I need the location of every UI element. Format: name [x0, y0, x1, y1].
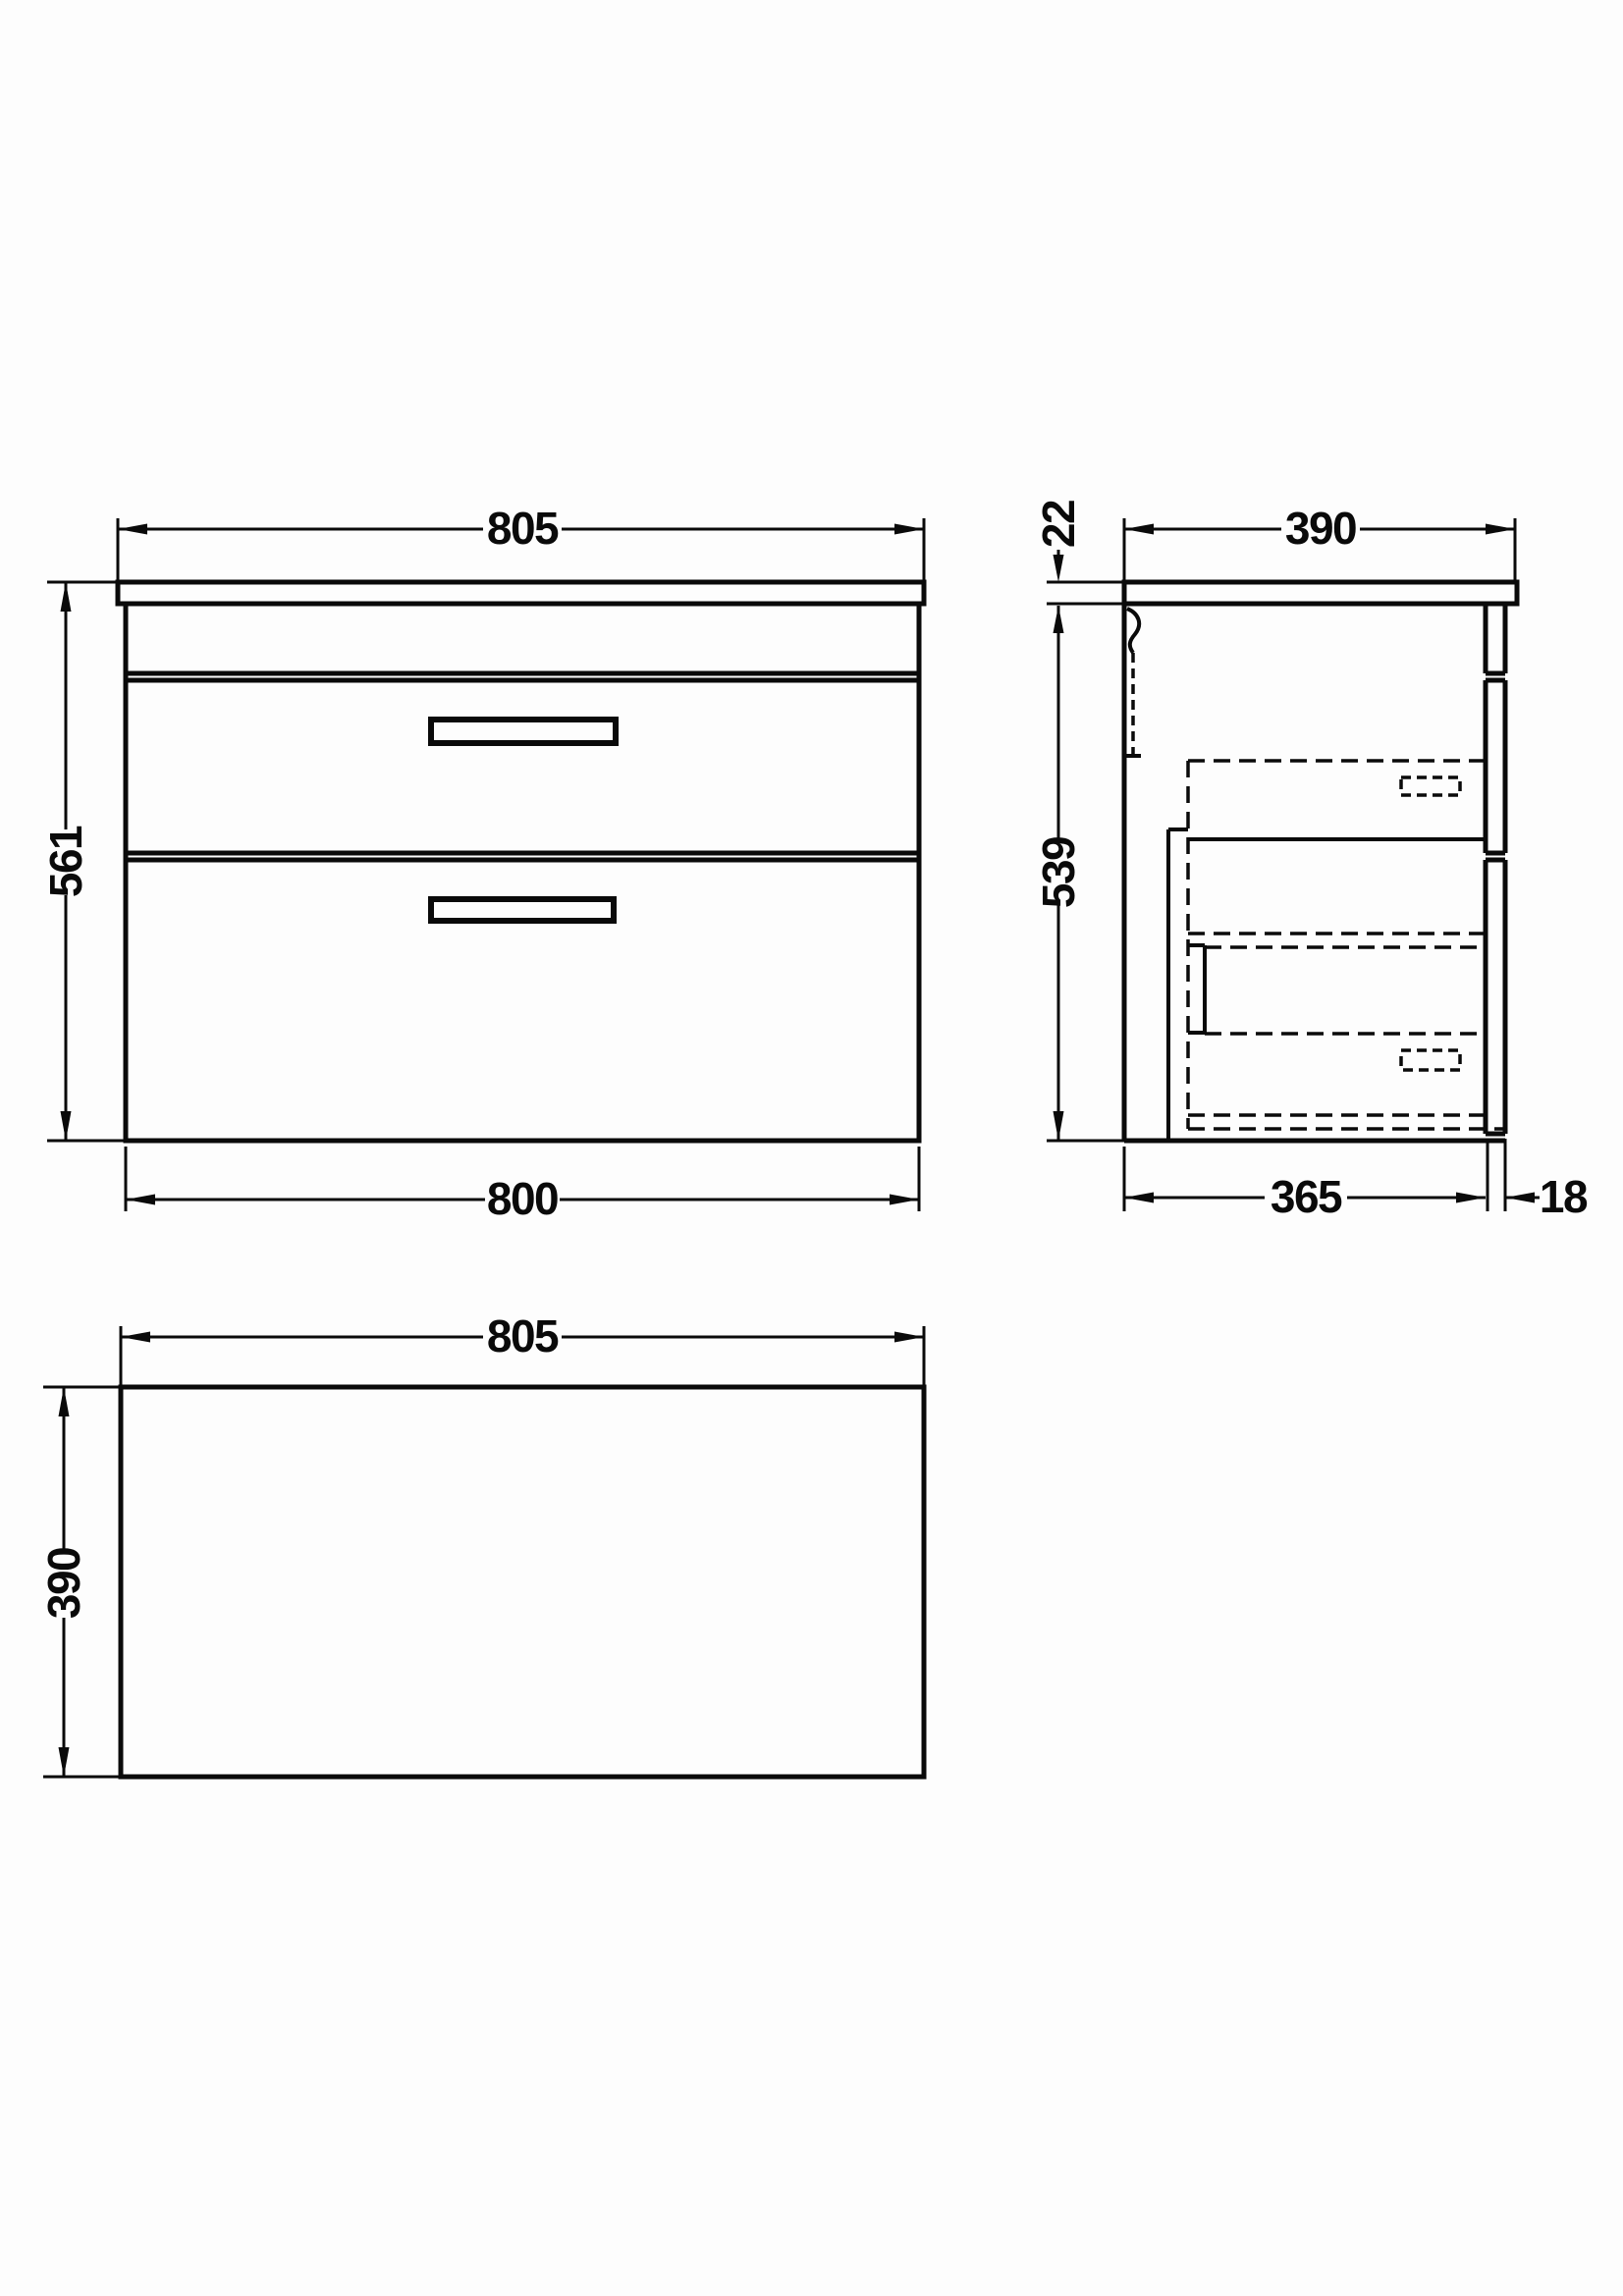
arrowhead-right [1486, 524, 1515, 535]
front-bottom-width-label: 800 [486, 1173, 559, 1224]
side-height-dimension [1033, 606, 1124, 1141]
plan-countertop-outline [121, 1387, 924, 1777]
plan-depth-label: 390 [38, 1547, 89, 1620]
front-top-width-label: 805 [486, 503, 559, 554]
plan-width-dimension [121, 1310, 924, 1385]
front-height-label: 561 [40, 826, 91, 898]
bracket-hook [1127, 609, 1139, 653]
front-drawer1-handle [431, 720, 616, 743]
side-countertop-thickness-label: 22 [1033, 500, 1084, 549]
arrowhead-right [894, 524, 924, 535]
side-depth-dimension [1124, 503, 1515, 580]
arrowhead-right [894, 1332, 924, 1343]
front-top-width-dimension [118, 503, 924, 580]
arrowhead-up [61, 582, 72, 612]
plan-width-label: 805 [486, 1310, 559, 1362]
side-front-thickness-label: 18 [1539, 1171, 1588, 1222]
arrowhead-left [121, 1332, 150, 1343]
side-internal-depth-dimension [1124, 1139, 1505, 1222]
side-depth-label: 390 [1284, 503, 1357, 554]
arrowhead-right [890, 1195, 919, 1205]
front-bottom-width-dimension [126, 1147, 919, 1224]
front-height-dimension [40, 582, 126, 1141]
side-countertop [1124, 582, 1517, 604]
arrowhead-down [1054, 1111, 1064, 1141]
arrowhead-left [118, 524, 147, 535]
drawer1-handle-hidden [1401, 777, 1460, 795]
front-drawer2-handle [431, 899, 614, 921]
side-internal-depth-label: 365 [1270, 1171, 1342, 1222]
side-height-label: 539 [1033, 836, 1084, 909]
side-view [1033, 501, 1588, 1222]
drawer2-handle-hidden [1401, 1050, 1460, 1070]
arrowhead-left [126, 1195, 155, 1205]
front-cabinet-body [126, 604, 919, 1141]
plan-depth-dimension [38, 1387, 121, 1777]
side-drawer-front-strip [1486, 604, 1505, 1134]
arrowhead-left [1124, 524, 1154, 535]
side-countertop-thickness-dimension [1033, 501, 1124, 604]
front-view [40, 503, 924, 1224]
arrowhead-down [1054, 555, 1064, 582]
side-hidden-internals [1168, 761, 1505, 1141]
arrowhead-down [61, 1111, 72, 1141]
arrowhead-left [1124, 1193, 1154, 1203]
plan-view [38, 1310, 924, 1777]
side-front-thickness-dimension [1505, 1171, 1588, 1222]
front-countertop [118, 582, 924, 604]
wall-bracket [1125, 609, 1141, 756]
arrowhead-right [1456, 1193, 1486, 1203]
arrowhead-down [59, 1747, 70, 1777]
arrowhead-up [59, 1387, 70, 1416]
